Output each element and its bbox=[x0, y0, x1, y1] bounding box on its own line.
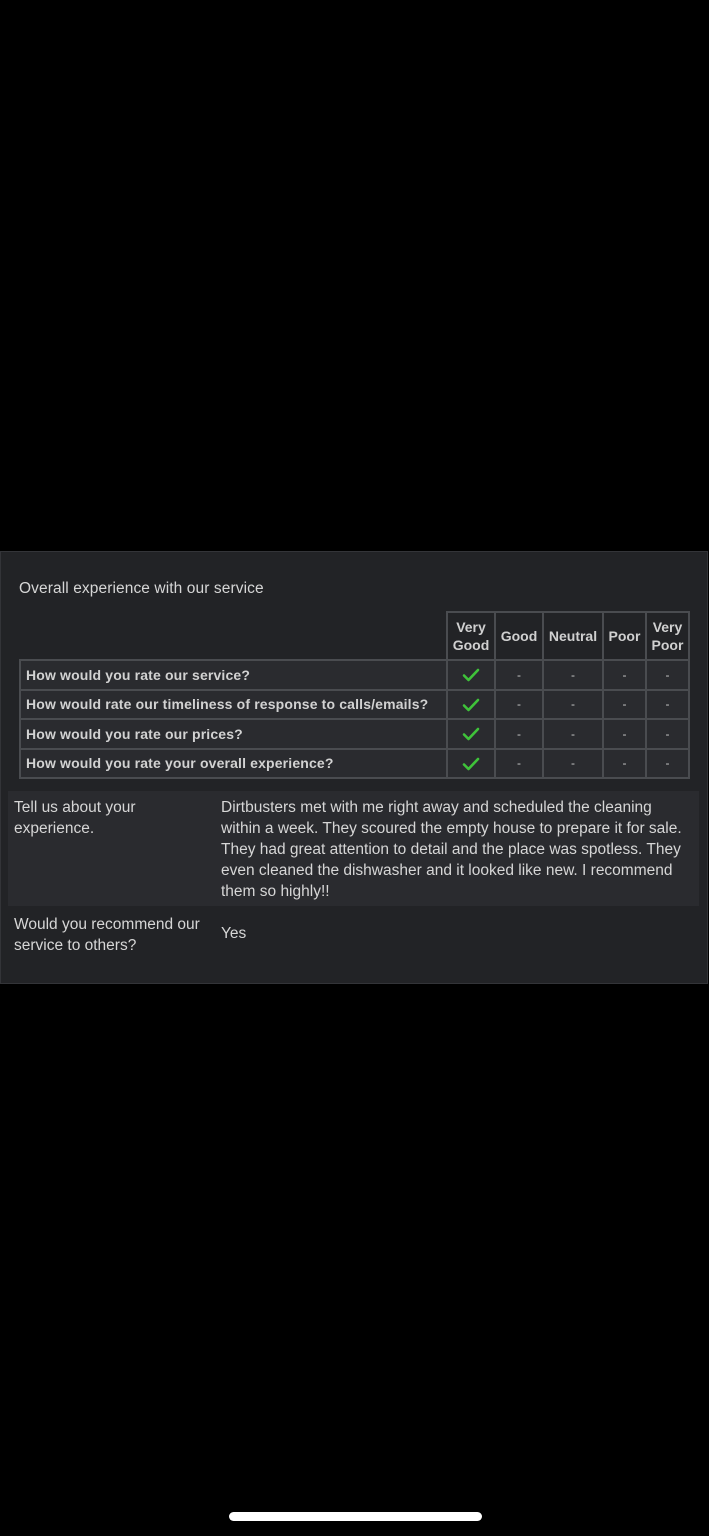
rating-question: How would you rate our service? bbox=[20, 660, 447, 690]
rating-cell-very-good bbox=[447, 749, 495, 779]
survey-results-panel bbox=[0, 551, 708, 984]
rating-cell-neutral: - bbox=[543, 690, 603, 720]
rating-cell-poor: - bbox=[603, 660, 646, 690]
rating-cell-good: - bbox=[495, 719, 543, 749]
rating-cell-very-good bbox=[447, 690, 495, 720]
rating-cell-good: - bbox=[495, 690, 543, 720]
rating-row bbox=[20, 660, 689, 690]
rating-row bbox=[20, 690, 689, 720]
rating-cell-neutral: - bbox=[543, 660, 603, 690]
rating-question: How would you rate your overall experience? bbox=[20, 749, 447, 779]
recommend-answer-text: Yes bbox=[221, 925, 247, 942]
home-indicator[interactable] bbox=[229, 1512, 482, 1521]
rating-cell-neutral: - bbox=[543, 719, 603, 749]
rating-cell-very-poor: - bbox=[646, 690, 689, 720]
experience-response-row bbox=[8, 791, 699, 906]
recommend-response-row bbox=[8, 908, 699, 978]
rating-cell-neutral: - bbox=[543, 749, 603, 779]
rating-cell-poor: - bbox=[603, 749, 646, 779]
rating-cell-very-good bbox=[447, 719, 495, 749]
rating-grid-header bbox=[20, 612, 689, 660]
recommend-question-label: Would you recommend our service to others? bbox=[14, 916, 200, 954]
experience-answer-text: Dirtbusters met with me right away and scheduled the cleaning within a week. They scoured the empty house to prepare it for sale. They had great attention to detail and the place was spotless. They even cleaned the dishwasher and it looked like new. I recommend them so highly!! bbox=[221, 799, 682, 900]
rating-cell-very-poor: - bbox=[646, 660, 689, 690]
column-header-very-good: Very Good bbox=[447, 612, 495, 660]
rating-cell-very-poor: - bbox=[646, 719, 689, 749]
section-title: Overall experience with our service bbox=[19, 580, 264, 597]
checkmark-icon bbox=[462, 757, 480, 771]
header-blank bbox=[20, 612, 447, 660]
rating-cell-very-good bbox=[447, 660, 495, 690]
rating-cell-very-poor: - bbox=[646, 749, 689, 779]
rating-question: How would rate our timeliness of response to calls/emails? bbox=[20, 690, 447, 720]
rating-question: How would you rate our prices? bbox=[20, 719, 447, 749]
rating-grid bbox=[19, 611, 690, 779]
experience-question-label: Tell us about your experience. bbox=[14, 799, 136, 837]
column-header-neutral: Neutral bbox=[543, 612, 603, 660]
rating-row bbox=[20, 749, 689, 779]
checkmark-icon bbox=[462, 668, 480, 682]
checkmark-icon bbox=[462, 698, 480, 712]
column-header-good: Good bbox=[495, 612, 543, 660]
rating-cell-good: - bbox=[495, 749, 543, 779]
column-header-very-poor: Very Poor bbox=[646, 612, 689, 660]
rating-row bbox=[20, 719, 689, 749]
column-header-poor: Poor bbox=[603, 612, 646, 660]
rating-cell-poor: - bbox=[603, 719, 646, 749]
checkmark-icon bbox=[462, 727, 480, 741]
rating-cell-poor: - bbox=[603, 690, 646, 720]
rating-cell-good: - bbox=[495, 660, 543, 690]
